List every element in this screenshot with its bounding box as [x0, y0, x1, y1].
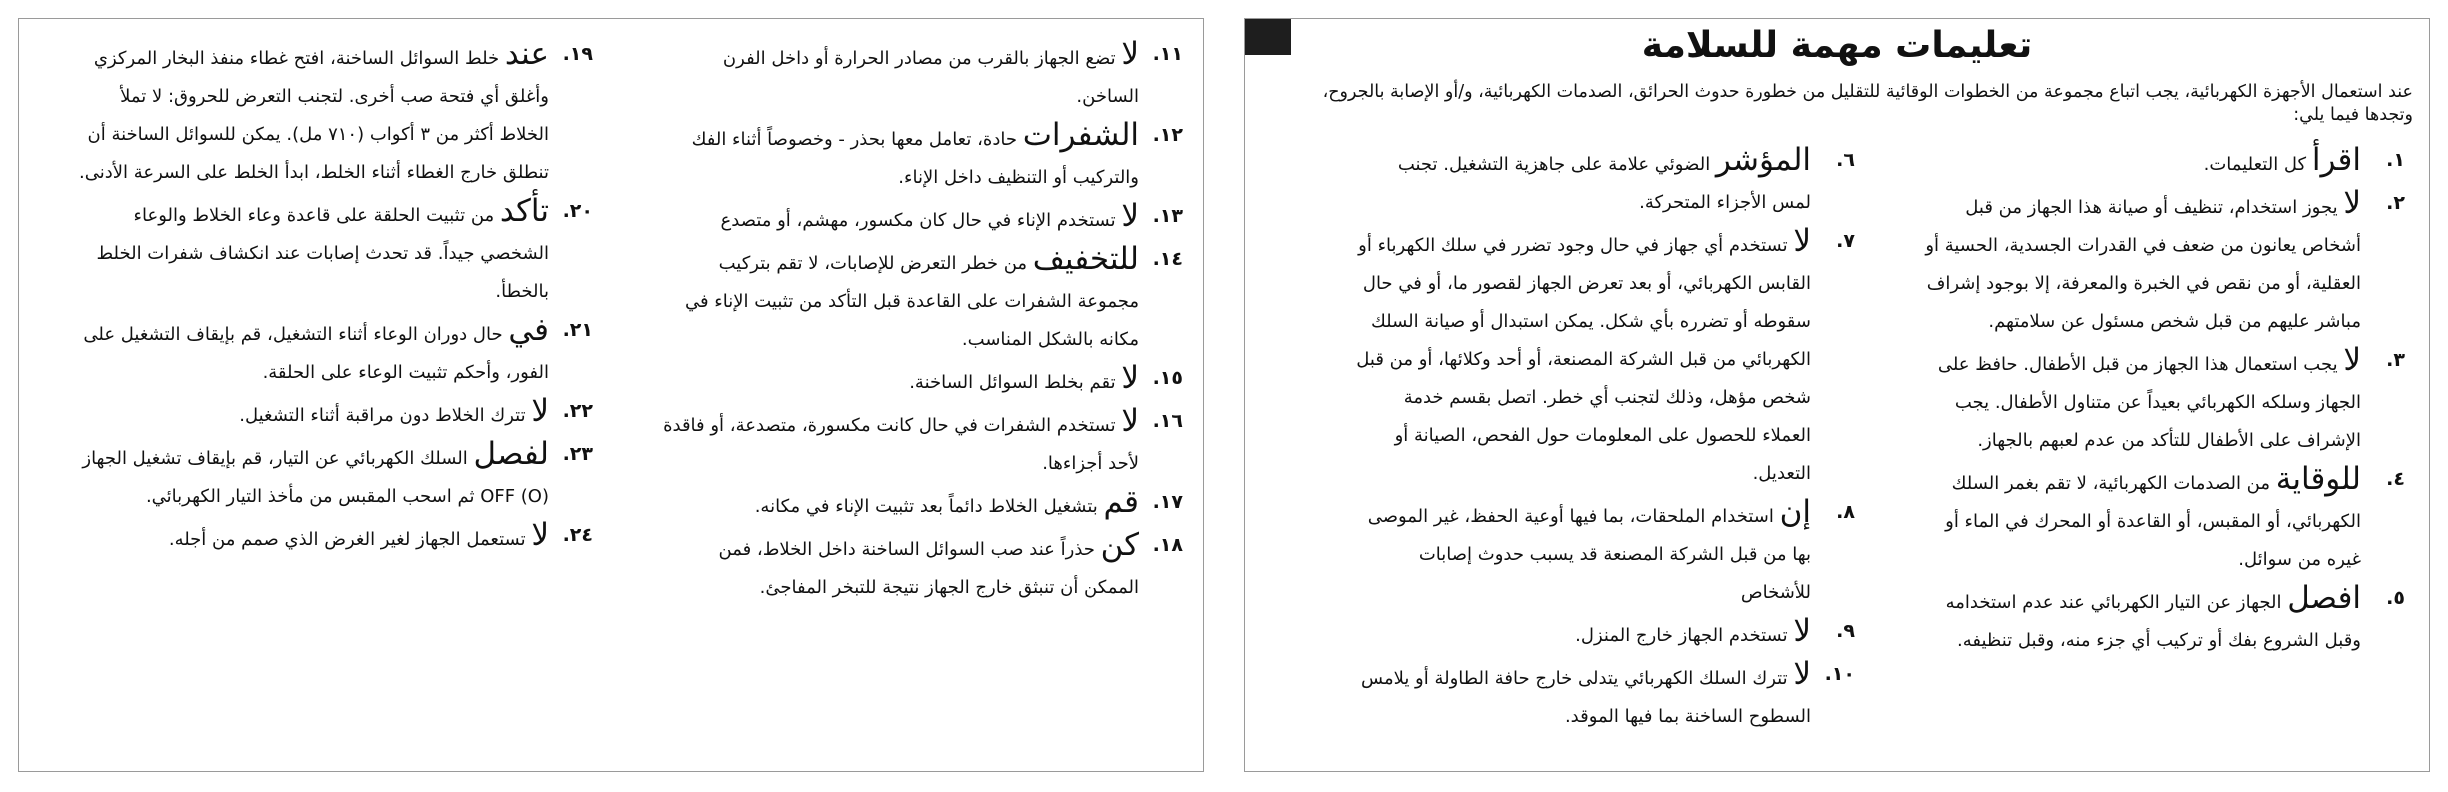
- safety-item-3: [1921, 341, 2405, 460]
- item-text: استخدام الملحقات، بما فيها أوعية الحفظ، غير الموصى بها من قبل الشركة المصنعة قد يسبب حدوث إصابات للأشخاص: [1367, 506, 1811, 603]
- safety-item-1: [1921, 141, 2405, 184]
- item-number: ١٠.: [1824, 663, 1855, 685]
- item-text: يجب استعمال هذا الجهاز من قبل الأطفال. حافظ على الجهاز وسلكه الكهربائي بعيداً عن متناول الأطفال. يجب الإشراف على الأطفال للتأكد من عدم لعبهم بالجهاز.: [1937, 354, 2361, 451]
- item-number: ٢.: [2386, 192, 2405, 214]
- item-keyword: لفصل: [473, 436, 549, 472]
- safety-item-22: [71, 392, 593, 435]
- safety-item-16: [663, 402, 1183, 483]
- item-text: تترك السلك الكهربائي يتدلى خارج حافة الطاولة أو يلامس السطوح الساخنة بما فيها الموقد.: [1361, 668, 1811, 727]
- item-text: من تثبيت الحلقة على قاعدة وعاء الخلاط والوعاء الشخصي جيداً. قد تحدث إصابات عند انكشاف شفرات الخلط بالخطأ.: [96, 205, 549, 302]
- safety-item-19: [71, 35, 593, 192]
- safety-item-2: [1921, 184, 2405, 341]
- item-text: تستخدم أي جهاز في حال وجود تضرر في سلك الكهرباء أو القابس الكهربائي، أو بعد تعرض الجهاز لقصور ما، أو في حال سقوطه أو تضرره بأي شكل. يمكن استبدال أو صيانة السلك الكهربائي من قبل الشركة المصنعة، أو أحد وكلائها، أو من قبل شخص مؤهل، وذلك لتجنب أي خطر. اتصل بقسم خدمة العملاء للحصول على المعلومات حول الفحص، الصيانة أو التعديل.: [1356, 235, 1811, 484]
- item-number: ١٣.: [1152, 205, 1183, 227]
- page-right: [1244, 18, 2430, 772]
- item-number: ٢٤.: [562, 524, 593, 546]
- safety-item-20: [71, 192, 593, 311]
- item-text: الجهاز عن التيار الكهربائي عند عدم استخدامه وقبل الشروع بفك أو تركيب أي جزء منه، وقبل تنظيفه.: [1945, 592, 2361, 651]
- safety-item-24: [71, 516, 593, 559]
- safety-item-23: [71, 435, 593, 516]
- item-text: بتشغيل الخلاط دائماً بعد تثبيت الإناء في مكانه.: [754, 496, 1104, 517]
- item-number: ٧.: [1836, 230, 1855, 252]
- item-keyword: اقرأ: [2311, 142, 2361, 178]
- safety-item-7: [1355, 222, 1855, 493]
- safety-item-10: [1355, 655, 1855, 736]
- item-keyword: تأكد: [499, 193, 549, 229]
- safety-item-8: [1355, 493, 1855, 612]
- safety-item-11: [663, 35, 1183, 116]
- item-text: حادة، تعامل معها بحذر - وخصوصاً أثناء الفك والتركيب أو التنظيف داخل الإناء.: [691, 129, 1139, 188]
- item-number: ١٤.: [1152, 248, 1183, 270]
- item-number: ١.: [2386, 149, 2405, 171]
- item-text: تستعمل الجهاز لغير الغرض الذي صمم من أجله.: [168, 529, 532, 550]
- safety-item-18: [663, 526, 1183, 607]
- column-items-6-10: [1355, 141, 1855, 736]
- item-number: ١٢.: [1152, 124, 1183, 146]
- item-text: تستخدم الإناء في حال كان مكسور، مهشم، أو متصدع: [720, 210, 1122, 231]
- safety-item-17: [663, 483, 1183, 526]
- item-keyword: عند: [504, 36, 549, 72]
- item-number: ١٧.: [1152, 491, 1183, 513]
- safety-item-13: [663, 197, 1183, 240]
- item-text: من خطر التعرض للإصابات، لا تقم بتركيب مجموعة الشفرات على القاعدة قبل التأكد من تثبيت الإناء في مكانه بالشكل المناسب.: [684, 253, 1139, 350]
- item-number: ٤.: [2386, 468, 2405, 490]
- item-number: ١٥.: [1152, 367, 1183, 389]
- item-keyword: لا: [2343, 342, 2361, 378]
- item-number: ٢٠.: [562, 200, 593, 222]
- item-number: ١٦.: [1152, 410, 1183, 432]
- item-number: ٥.: [2386, 587, 2405, 609]
- item-number: ٢٢.: [562, 400, 593, 422]
- item-keyword: لا: [1121, 403, 1139, 439]
- item-keyword: لا: [1793, 223, 1811, 259]
- item-text: تستخدم الجهاز خارج المنزل.: [1575, 625, 1794, 646]
- item-keyword: لا: [1121, 198, 1139, 234]
- item-keyword: للتخفيف: [1032, 241, 1139, 277]
- safety-item-21: [71, 311, 593, 392]
- item-number: ٨.: [1836, 501, 1855, 523]
- item-keyword: الشفرات: [1022, 117, 1139, 153]
- item-text: تستخدم الشفرات في حال كانت مكسورة، متصدعة، أو فاقدة لأحد أجزاءها.: [663, 415, 1139, 474]
- item-text: تقم بخلط السوائل الساخنة.: [909, 372, 1122, 393]
- item-keyword: لا: [1793, 656, 1811, 692]
- item-keyword: في: [508, 312, 549, 348]
- item-keyword: افصل: [2287, 580, 2361, 616]
- item-number: ١٩.: [562, 43, 593, 65]
- item-text: كل التعليمات.: [2203, 154, 2312, 175]
- safety-item-4: [1921, 460, 2405, 579]
- page-title: تعليمات مهمة للسلامة: [1641, 25, 2033, 66]
- item-number: ٢١.: [562, 319, 593, 341]
- corner-marker: [1245, 19, 1291, 55]
- item-keyword: لا: [1121, 360, 1139, 396]
- safety-item-15: [663, 359, 1183, 402]
- item-number: ٩.: [1836, 620, 1855, 642]
- column-items-11-18: [663, 35, 1183, 607]
- item-text: خلط السوائل الساخنة، افتح غطاء منفذ البخار المركزي وأغلق أي فتحة صب أخرى. لتجنب التعرض للحروق: لا تملأ الخلاط أكثر من ٣ أكواب (٧١٠ مل). يمكن للسوائل الساخنة أن تنطلق خارج الغطاء أثناء الخلط، ابدأ الخلط على السرعة الأدنى.: [78, 48, 549, 183]
- item-keyword: لا: [2343, 185, 2361, 221]
- item-number: ٣.: [2386, 349, 2405, 371]
- page-left: [18, 18, 1204, 772]
- item-text: يجوز استخدام، تنظيف أو صيانة هذا الجهاز من قبل أشخاص يعانون من ضعف في القدرات الجسدية، الحسية أو العقلية، أو من نقص في الخبرة والمعرفة، إلا بوجود إشراف مباشر عليهم من قبل شخص مسئول عن سلامتهم.: [1925, 197, 2361, 332]
- safety-item-9: [1355, 612, 1855, 655]
- item-text: الضوئي علامة على جاهزية التشغيل. تجنب لمس الأجزاء المتحركة.: [1397, 154, 1811, 213]
- item-text: تترك الخلاط دون مراقبة أثناء التشغيل.: [239, 405, 532, 426]
- item-text: حال دوران الوعاء أثناء التشغيل، قم بإيقاف التشغيل على الفور، وأحكم تثبيت الوعاء على الحلقة.: [83, 324, 549, 383]
- item-number: ١١.: [1152, 43, 1183, 65]
- item-keyword: المؤشر: [1715, 142, 1811, 178]
- intro-paragraph: عند استعمال الأجهزة الكهربائية، يجب اتباع مجموعة من الخطوات الوقائية للتقليل من خطورة حدوث الحرائق، الصدمات الكهربائية، و/أو الإصابة بالجروح، وتجدها فيما يلي:: [1322, 82, 2413, 125]
- safety-item-6: [1355, 141, 1855, 222]
- item-keyword: لا: [1121, 36, 1139, 72]
- column-items-1-5: [1921, 141, 2405, 660]
- item-text: السلك الكهربائي عن التيار، قم بإيقاف تشغيل الجهاز OFF (O) ثم اسحب المقبس من مأخذ التيار الكهربائي.: [82, 448, 549, 507]
- item-number: ٦.: [1836, 149, 1855, 171]
- item-text: حذراً عند صب السوائل الساخنة داخل الخلاط، فمن الممكن أن تنبثق خارج الجهاز نتيجة للتبخر المفاجئ.: [718, 539, 1139, 598]
- item-number: ٢٣.: [562, 443, 593, 465]
- item-keyword: للوقاية: [2275, 461, 2361, 497]
- column-items-19-24: [71, 35, 593, 559]
- item-keyword: قم: [1103, 484, 1139, 520]
- safety-item-5: [1921, 579, 2405, 660]
- item-number: ١٨.: [1152, 534, 1183, 556]
- item-keyword: كن: [1100, 527, 1139, 563]
- item-keyword: لا: [1793, 613, 1811, 649]
- safety-item-12: [663, 116, 1183, 197]
- item-text: تضع الجهاز بالقرب من مصادر الحرارة أو داخل الفرن الساخن.: [722, 48, 1139, 107]
- item-keyword: إن: [1779, 494, 1811, 530]
- item-keyword: لا: [531, 393, 549, 429]
- safety-item-14: [663, 240, 1183, 359]
- item-keyword: لا: [531, 517, 549, 553]
- item-text: من الصدمات الكهربائية، لا تقم بغمر السلك الكهربائي، أو المقبس، أو القاعدة أو المحرك في الماء أو غيره من سوائل.: [1945, 473, 2361, 570]
